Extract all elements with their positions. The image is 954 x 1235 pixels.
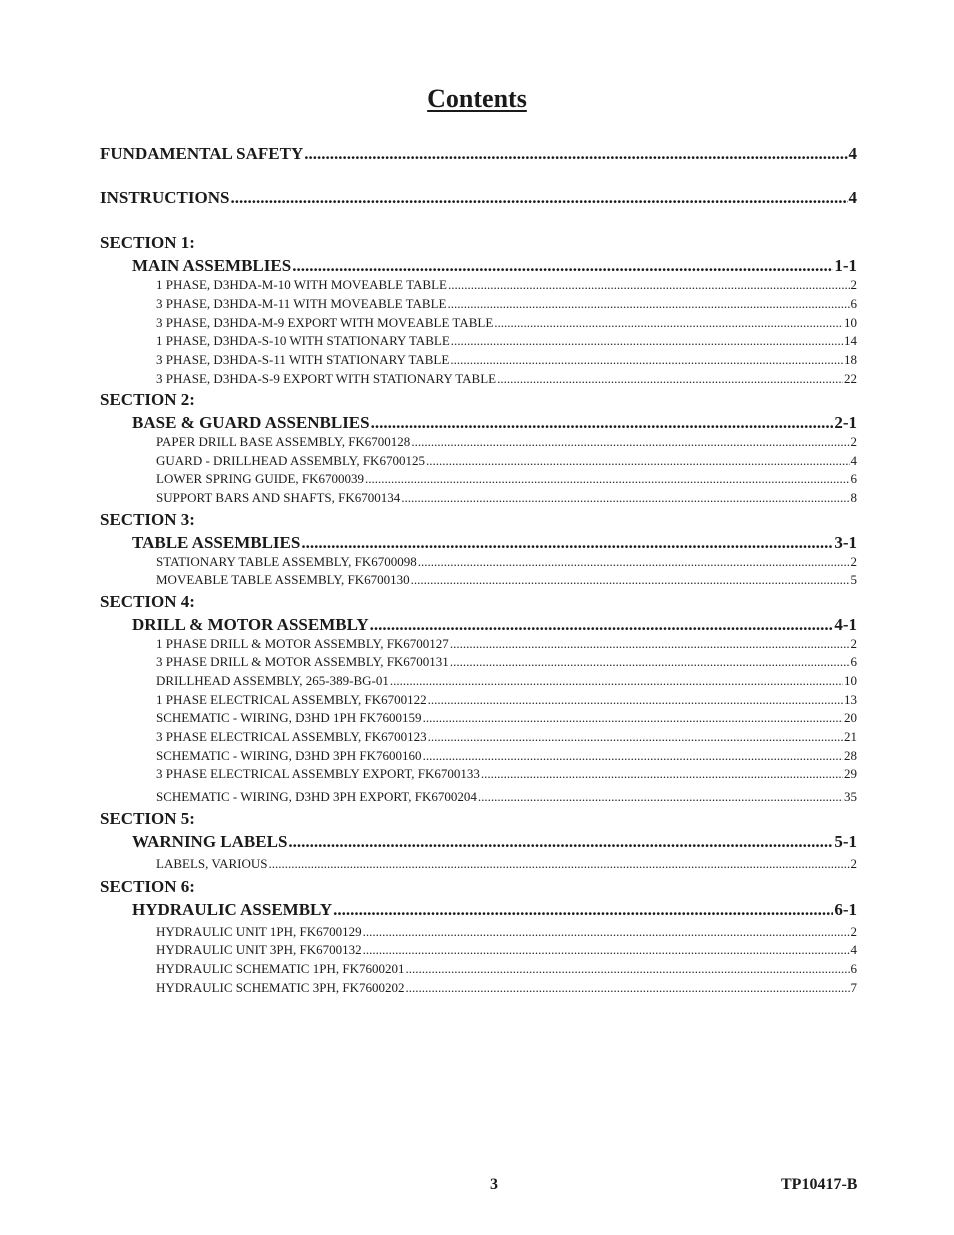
toc-group-warning-labels[interactable] <box>132 832 857 852</box>
toc-item-page: 35 <box>844 789 857 804</box>
toc-item[interactable] <box>156 729 857 745</box>
toc-item-page: 8 <box>850 490 857 505</box>
toc-item-page: 20 <box>844 710 857 725</box>
dot-leader <box>448 277 850 293</box>
toc-item-page: 2 <box>850 434 857 449</box>
toc-item-page: 14 <box>844 333 857 348</box>
toc-item-label: DRILLHEAD ASSEMBLY, 265-389-BG-01 <box>156 673 389 688</box>
dot-leader <box>288 832 833 852</box>
toc-item[interactable] <box>156 453 857 469</box>
toc-item-label: LOWER SPRING GUIDE, FK6700039 <box>156 471 364 486</box>
dot-leader <box>333 900 833 920</box>
section-heading-2: SECTION 2: <box>100 390 195 409</box>
toc-entry-fundamental-safety[interactable] <box>100 144 857 164</box>
toc-item-label: LABELS, VARIOUS <box>156 856 268 871</box>
toc-group-page: 1-1 <box>834 256 857 275</box>
toc-group-label: BASE & GUARD ASSENBLIES <box>132 413 370 432</box>
toc-item-label: SUPPORT BARS AND SHAFTS, FK6700134 <box>156 490 401 505</box>
toc-item-page: 21 <box>844 729 857 744</box>
toc-entry-page: 4 <box>848 188 857 207</box>
toc-item-label: HYDRAULIC SCHEMATIC 1PH, FK7600201 <box>156 961 405 976</box>
section-heading-5: SECTION 5: <box>100 809 195 828</box>
toc-item-label: SCHEMATIC - WIRING, D3HD 1PH FK7600159 <box>156 710 422 725</box>
toc-group-page: 3-1 <box>834 533 857 552</box>
toc-item-label: HYDRAULIC UNIT 3PH, FK6700132 <box>156 942 362 957</box>
toc-item[interactable] <box>156 434 857 450</box>
dot-leader <box>390 673 843 689</box>
toc-item-label: HYDRAULIC SCHEMATIC 3PH, FK7600202 <box>156 980 405 995</box>
toc-group-label: DRILL & MOTOR ASSEMBLY <box>132 615 369 634</box>
toc-item-page: 4 <box>850 453 857 468</box>
toc-item[interactable] <box>156 942 857 958</box>
toc-group-page: 6-1 <box>834 900 857 919</box>
toc-item-label: MOVEABLE TABLE ASSEMBLY, FK6700130 <box>156 572 410 587</box>
dot-leader <box>478 789 843 805</box>
toc-item-page: 5 <box>850 572 857 587</box>
toc-item[interactable] <box>156 315 857 331</box>
toc-item-label: 3 PHASE, D3HDA-M-9 EXPORT WITH MOVEABLE TABLE <box>156 315 494 330</box>
toc-item[interactable] <box>156 572 857 588</box>
toc-item[interactable] <box>156 554 857 570</box>
toc-entry-label: INSTRUCTIONS <box>100 188 230 207</box>
toc-item[interactable] <box>156 471 857 487</box>
dot-leader <box>371 413 834 433</box>
toc-item-label: 3 PHASE, D3HDA-S-9 EXPORT WITH STATIONARY TABLE <box>156 371 497 386</box>
dot-leader <box>411 572 850 588</box>
toc-group-base-guard[interactable] <box>132 413 857 433</box>
dot-leader <box>428 692 843 708</box>
toc-item-label: 1 PHASE ELECTRICAL ASSEMBLY, FK6700122 <box>156 692 427 707</box>
toc-item-page: 29 <box>844 766 857 781</box>
toc-item[interactable] <box>156 748 857 764</box>
toc-item[interactable] <box>156 352 857 368</box>
toc-group-label: TABLE ASSEMBLIES <box>132 533 301 552</box>
toc-group-page: 4-1 <box>834 615 857 634</box>
toc-group-drill-motor[interactable] <box>132 615 857 635</box>
dot-leader <box>230 188 847 208</box>
dot-leader <box>304 144 847 164</box>
toc-item-label: 3 PHASE, D3HDA-M-11 WITH MOVEABLE TABLE <box>156 296 447 311</box>
toc-item[interactable] <box>156 654 857 670</box>
toc-item-page: 22 <box>844 371 857 386</box>
dot-leader <box>363 942 850 958</box>
page-title: Contents <box>427 84 527 113</box>
toc-item-page: 7 <box>850 980 857 995</box>
toc-item-label: 3 PHASE ELECTRICAL ASSEMBLY, FK6700123 <box>156 729 427 744</box>
dot-leader <box>450 654 850 670</box>
toc-group-label: HYDRAULIC ASSEMBLY <box>132 900 333 919</box>
section-heading-4: SECTION 4: <box>100 592 195 611</box>
toc-item-label: 1 PHASE DRILL & MOTOR ASSEMBLY, FK6700127 <box>156 636 449 651</box>
dot-leader <box>428 729 843 745</box>
toc-item-page: 4 <box>850 942 857 957</box>
toc-item-page: 10 <box>844 673 857 688</box>
toc-item-page: 6 <box>850 296 857 311</box>
dot-leader <box>426 453 850 469</box>
toc-item-label: 3 PHASE ELECTRICAL ASSEMBLY EXPORT, FK6700133 <box>156 766 480 781</box>
toc-item-page: 2 <box>850 277 857 292</box>
dot-leader <box>301 533 833 553</box>
toc-item-label: 3 PHASE, D3HDA-S-11 WITH STATIONARY TABLE <box>156 352 450 367</box>
toc-item[interactable] <box>156 766 857 782</box>
toc-item[interactable] <box>156 277 857 293</box>
dot-leader <box>292 256 833 276</box>
dot-leader <box>405 961 849 977</box>
toc-item-page: 28 <box>844 748 857 763</box>
dot-leader <box>423 748 843 764</box>
toc-group-label: WARNING LABELS <box>132 832 288 851</box>
toc-group-page: 2-1 <box>834 413 857 432</box>
toc-entry-instructions[interactable] <box>100 188 857 208</box>
dot-leader <box>363 924 850 940</box>
dot-leader <box>411 434 849 450</box>
toc-item[interactable] <box>156 296 857 312</box>
toc-item-page: 2 <box>850 636 857 651</box>
section-heading-1: SECTION 1: <box>100 233 195 252</box>
dot-leader <box>447 296 849 312</box>
toc-item[interactable] <box>156 980 857 996</box>
toc-item-label: 1 PHASE, D3HDA-M-10 WITH MOVEABLE TABLE <box>156 277 447 292</box>
dot-leader <box>481 766 843 782</box>
footer-doc-id: TP10417-B <box>781 1176 858 1193</box>
toc-item-label: SCHEMATIC - WIRING, D3HD 3PH FK7600160 <box>156 748 422 763</box>
toc-item-label: SCHEMATIC - WIRING, D3HD 3PH EXPORT, FK6700204 <box>156 789 477 804</box>
toc-item[interactable] <box>156 692 857 708</box>
toc-item[interactable] <box>156 710 857 726</box>
toc-item-label: STATIONARY TABLE ASSEMBLY, FK6700098 <box>156 554 417 569</box>
toc-item[interactable] <box>156 961 857 977</box>
toc-item[interactable] <box>156 856 857 872</box>
toc-group-label: MAIN ASSEMBLIES <box>132 256 292 275</box>
dot-leader <box>423 710 843 726</box>
toc-item[interactable] <box>156 673 857 689</box>
toc-item-page: 6 <box>850 471 857 486</box>
dot-leader <box>451 333 843 349</box>
toc-group-page: 5-1 <box>834 832 857 851</box>
toc-item-page: 18 <box>844 352 857 367</box>
footer-page-number: 3 <box>490 1176 498 1193</box>
toc-group-hydraulic[interactable] <box>132 900 857 920</box>
dot-leader <box>497 371 843 387</box>
dot-leader <box>370 615 834 635</box>
toc-item[interactable] <box>156 636 857 652</box>
toc-item-page: 2 <box>850 856 857 871</box>
toc-item-page: 10 <box>844 315 857 330</box>
section-heading-6: SECTION 6: <box>100 877 195 896</box>
dot-leader <box>405 980 849 996</box>
toc-item[interactable] <box>156 371 857 387</box>
toc-item-page: 6 <box>850 961 857 976</box>
toc-entry-page: 4 <box>848 144 857 163</box>
dot-leader <box>418 554 850 570</box>
section-heading-3: SECTION 3: <box>100 510 195 529</box>
dot-leader <box>365 471 850 487</box>
toc-item-page: 13 <box>844 692 857 707</box>
dot-leader <box>401 490 849 506</box>
dot-leader <box>450 636 850 652</box>
toc-item-label: 1 PHASE, D3HDA-S-10 WITH STATIONARY TABLE <box>156 333 450 348</box>
toc-entry-label: FUNDAMENTAL SAFETY <box>100 144 304 163</box>
toc-item-label: 3 PHASE DRILL & MOTOR ASSEMBLY, FK6700131 <box>156 654 449 669</box>
toc-item[interactable] <box>156 924 857 940</box>
toc-item[interactable] <box>156 490 857 506</box>
toc-item[interactable] <box>156 789 857 805</box>
toc-item-page: 2 <box>850 924 857 939</box>
toc-item[interactable] <box>156 333 857 349</box>
toc-item-label: PAPER DRILL BASE ASSEMBLY, FK6700128 <box>156 434 411 449</box>
dot-leader <box>268 856 849 872</box>
toc-item-label: GUARD - DRILLHEAD ASSEMBLY, FK6700125 <box>156 453 425 468</box>
dot-leader <box>450 352 843 368</box>
toc-item-page: 6 <box>850 654 857 669</box>
dot-leader <box>494 315 843 331</box>
toc-group-table-assemblies[interactable] <box>132 533 857 553</box>
toc-item-label: HYDRAULIC UNIT 1PH, FK6700129 <box>156 924 362 939</box>
toc-item-page: 2 <box>850 554 857 569</box>
toc-group-main-assemblies[interactable] <box>132 256 857 276</box>
